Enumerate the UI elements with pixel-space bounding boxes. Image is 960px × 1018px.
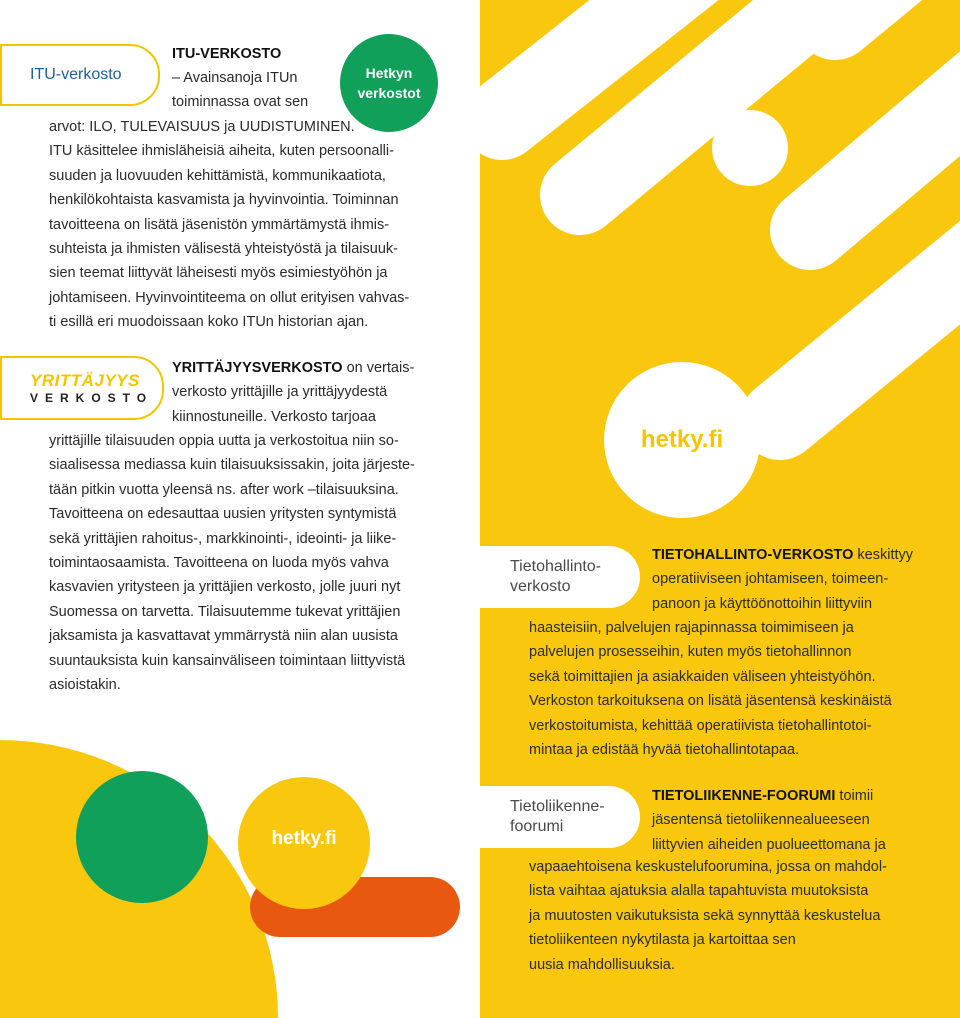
yrittajyys-heading-line bbox=[172, 356, 414, 380]
yrittajyys-body-line: suuntauksista kuin kansainväliseen toimintaan liittyvistä bbox=[49, 652, 406, 669]
decorative-bottom-left bbox=[0, 740, 480, 1018]
tietoliikenne-body-line: tietoliikenteen nykytilasta ja kartoittaa sen bbox=[529, 932, 796, 949]
itu-body-line: arvot: ILO, TULEVAISUUS ja UUDISTUMINEN. bbox=[49, 119, 355, 135]
tietoliikenne-tag-line: Tietoliikenne- bbox=[510, 798, 605, 815]
hetky-circle-right[interactable] bbox=[604, 362, 760, 518]
itu-heading-block bbox=[172, 42, 281, 66]
itu-body-line: suhteista ja ihmisten välisestä yhteistyöstä ja tilaisuuk- bbox=[49, 241, 398, 258]
yrittajyys-heading-rest: on vertais- bbox=[342, 360, 415, 376]
yrittajyys-body-line: asioistakin. bbox=[49, 677, 121, 694]
tietoliikenne-body-line: ja muutosten vaikutuksista sekä synnyttää keskustelua bbox=[529, 907, 881, 924]
yrittajyys-intro-line: verkosto yrittäjille ja yrittäjyydestä bbox=[172, 384, 388, 401]
tietoliikenne-heading: TIETOLIIKENNE-FOORUMI bbox=[652, 788, 836, 804]
tietoliikenne-heading-rest: toimii bbox=[835, 788, 874, 804]
yrittajyys-body-line: kasvavien yritysteen ja yrittäjien verkosto, jolle juuri nyt bbox=[49, 579, 401, 596]
tietohallinto-heading-line bbox=[652, 543, 913, 567]
itu-intro bbox=[172, 66, 308, 115]
yrittajyys-body bbox=[49, 429, 415, 697]
decor-dot bbox=[712, 110, 788, 186]
tietohallinto-body-line: palvelujen prosesseihin, kuten myös tietohallinnon bbox=[529, 644, 852, 661]
tietohallinto-tag-label bbox=[480, 557, 601, 597]
tietohallinto-tag-line: Tietohallinto- bbox=[510, 558, 602, 575]
itu-intro-line: – Avainsanoja ITUn bbox=[172, 70, 298, 86]
itu-body-line: tavoitteena on lisätä jäsenistön ymmärtämystä ihmis- bbox=[49, 216, 390, 233]
yrittajyys-logo bbox=[2, 372, 153, 404]
itu-body-line: ITU käsittelee ihmisläheisiä aiheita, kuten persoonalli- bbox=[49, 143, 394, 160]
itu-body-line: johtamiseen. Hyvinvointiteema on ollut erityisen vahvas- bbox=[49, 289, 410, 306]
tietoliikenne-tag bbox=[480, 786, 640, 848]
itu-body-line: ti esillä eri muodoissaan koko ITUn historian ajan. bbox=[49, 314, 369, 331]
tietohallinto-body-line: mintaa ja edistää hyvää tietohallintotapaa. bbox=[529, 742, 800, 759]
tietohallinto-body-line: verkostoitumista, kehittää operatiivista tietohallintotoi- bbox=[529, 717, 872, 734]
tietohallinto-intro-line: panoon ja käyttöönottoihin liittyviin bbox=[652, 595, 873, 612]
tietoliikenne-intro-line: jäsentensä tietoliikennealueeseen bbox=[652, 812, 870, 829]
tietoliikenne-body-line: lista vaihtaa ajatuksia alalla tapahtuvista muutoksista bbox=[529, 883, 869, 900]
itu-tag bbox=[0, 44, 160, 106]
tietoliikenne-intro bbox=[652, 784, 886, 857]
hetky-link-left[interactable]: hetky.fi bbox=[271, 828, 337, 849]
itu-body-line: henkilökohtaista kasvamista ja hyvinvointia. Toiminnan bbox=[49, 192, 399, 209]
tietohallinto-heading-rest: keskittyy bbox=[853, 547, 914, 563]
tietoliikenne-body bbox=[529, 855, 887, 977]
yrittajyys-body-line: toimintaosaamista. Tavoitteena on luoda myös vahva bbox=[49, 555, 389, 572]
itu-body bbox=[49, 115, 409, 335]
itu-tag-label: ITU-verkosto bbox=[30, 66, 122, 83]
yrittajyys-intro bbox=[172, 356, 414, 429]
decor-pill-3 bbox=[835, 0, 920, 20]
tietoliikenne-heading-line bbox=[652, 784, 886, 808]
yrittajyys-body-line: tään pitkin vuotta yleensä ns. after work –tilaisuuksina. bbox=[49, 481, 399, 498]
tietohallinto-tag-line: verkosto bbox=[510, 578, 571, 595]
itu-heading: ITU-VERKOSTO bbox=[172, 46, 282, 62]
yrittajyys-body-line: jaksamista ja kasvattavat ymmärrystä niin alan uusista bbox=[49, 628, 398, 645]
tietohallinto-heading: TIETOHALLINTO-VERKOSTO bbox=[652, 547, 854, 563]
tietoliikenne-body-line: uusia mahdollisuuksia. bbox=[529, 956, 675, 973]
decor-green-circle bbox=[76, 771, 208, 903]
decor-pill-4 bbox=[810, 70, 960, 230]
tietoliikenne-tag-line: foorumi bbox=[510, 818, 564, 835]
tietohallinto-body-line: haasteisiin, palvelujen rajapinnassa toimimiseen ja bbox=[529, 620, 854, 636]
tietohallinto-body-line: sekä toimittajien ja asiakkaiden väliseen yhteistyöhön. bbox=[529, 668, 876, 685]
tietoliikenne-body-line: vapaaehtoisena keskustelufoorumina, jossa on mahdol- bbox=[529, 859, 887, 875]
tietohallinto-intro bbox=[652, 543, 913, 616]
tietohallinto-body bbox=[529, 616, 892, 762]
yrittajyys-body-line: siaalisessa mediassa kuin tilaisuuksissakin, joita järjeste- bbox=[49, 457, 415, 474]
yrittajyys-intro-line: kiinnostuneille. Verkosto tarjoaa bbox=[172, 408, 376, 425]
itu-body-line: sien teemat liittyvät läheisesti myös esimiestyöhön ja bbox=[49, 265, 388, 282]
yrittajyys-body-line: sekä yrittäjien rahoitus-, markkinointi-, ideointi- ja liike- bbox=[49, 530, 397, 547]
yrittajyys-body-line: Tavoitteena on edesauttaa uusien yritysten syntymistä bbox=[49, 506, 397, 523]
itu-body-line: suuden ja luovuuden kehittämistä, kommunikaatiota, bbox=[49, 167, 386, 184]
hetky-link-right[interactable]: hetky.fi bbox=[640, 426, 724, 453]
yrittajyys-logo-bottom: VERKOSTO bbox=[30, 391, 154, 405]
tietoliikenne-tag-label bbox=[480, 797, 605, 837]
yrittajyys-tag bbox=[0, 356, 164, 420]
yrittajyys-heading: YRITTÄJYYSVERKOSTO bbox=[172, 360, 343, 376]
yrittajyys-body-line: yrittäjille tilaisuuden oppia uutta ja verkostoitua niin so- bbox=[49, 433, 399, 449]
tietohallinto-tag bbox=[480, 546, 640, 608]
hetkyn-verkostot-label: Hetkyn verkostot bbox=[357, 65, 421, 101]
tietohallinto-body-line: Verkoston tarkoituksena on lisätä jäsentensä keskinäistä bbox=[529, 693, 892, 710]
itu-intro-line: toiminnassa ovat sen bbox=[172, 94, 309, 111]
tietohallinto-intro-line: operatiiviseen johtamiseen, toimeen- bbox=[652, 571, 889, 588]
yrittajyys-body-line: Suomessa on tarvetta. Tilaisuutemme tukevat yrittäjien bbox=[49, 603, 401, 620]
yrittajyys-logo-top: YRITTÄJYYS bbox=[30, 371, 140, 390]
tietoliikenne-intro-line: liittyvien aiheiden puolueettomana ja bbox=[652, 836, 886, 853]
